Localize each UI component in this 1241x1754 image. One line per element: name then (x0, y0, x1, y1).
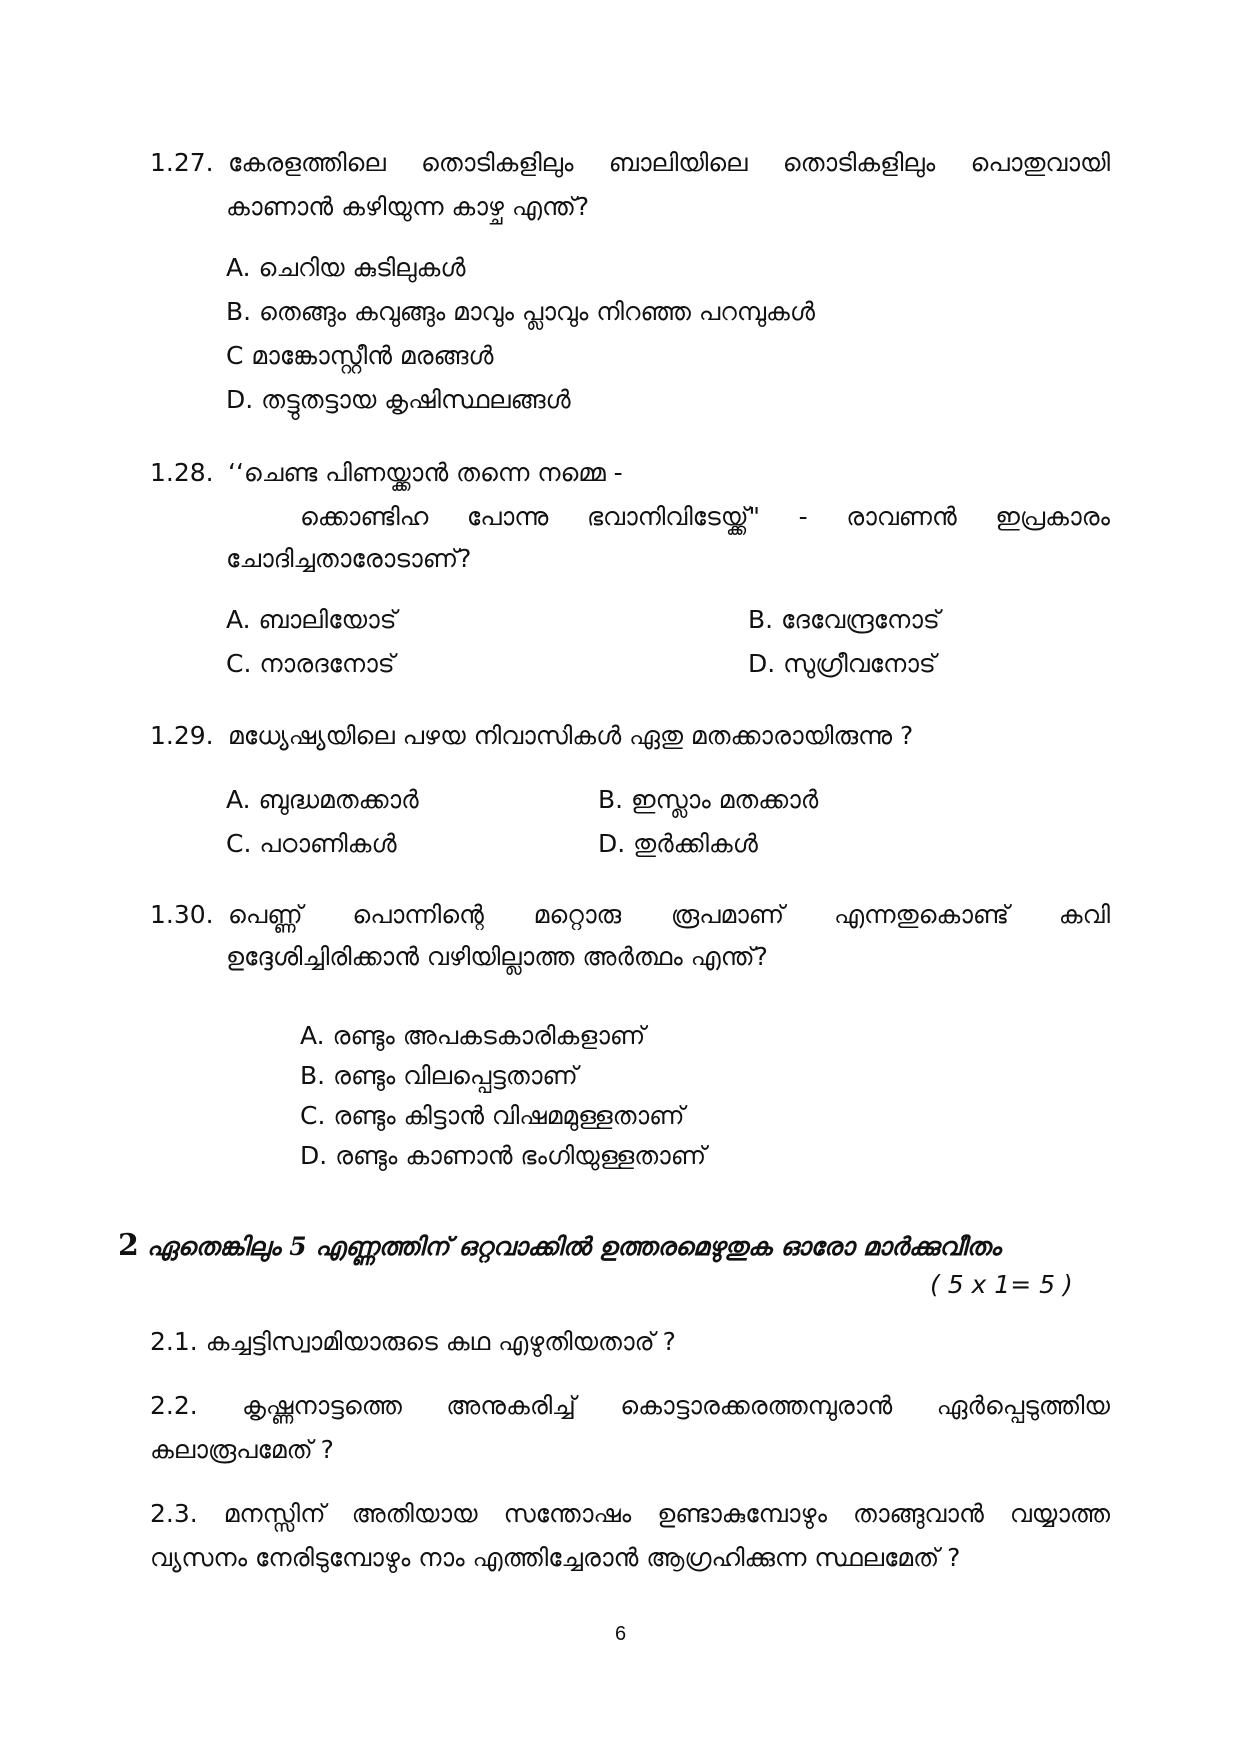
page-number: 6 (614, 1623, 627, 1645)
option-b: B. ദേവേന്ദ്രനോട് (748, 605, 940, 634)
option-b: B. തെങ്ങും കവുങ്ങും മാവും പ്ലാവും നിറഞ്ഞ പറമ്പുകൾ (226, 297, 815, 326)
option-a: A. രണ്ടും അപകടകാരികളാണ് (300, 1021, 646, 1050)
option-d: D. രണ്ടും കാണാൻ ഭംഗിയുള്ളതാണ് (300, 1141, 707, 1170)
question-text: പെണ്ണ് പൊന്നിന്റെ മറ്റൊരു രൂപമാണ് എന്നതുകൊണ്ട് കവി (228, 900, 1110, 929)
question-number: 1.29. (150, 721, 214, 750)
question-1-30-line2: ഉദ്ദേശിച്ചിരിക്കാൻ വഴിയില്ലാത്ത അർത്ഥം എന്ത്? (226, 942, 768, 971)
option-b: B. ഇസ്ലാം മതക്കാർ (598, 785, 819, 814)
option-d: D. തട്ടുതട്ടായ കൃഷിസ്ഥലങ്ങൾ (226, 385, 571, 414)
question-2-2-line1: 2.2. കൃഷ്ണനാട്ടത്തെ അനുകരിച്ച് കൊട്ടാരക്കരത്തമ്പുരാൻ ഏർപ്പെടുത്തിയ (150, 1391, 1110, 1420)
question-number: 1.28. (150, 458, 214, 487)
section-instruction: ഏതെങ്കിലും 5 എണ്ണത്തിന് ഒറ്റവാക്കിൽ ഉത്തരമെഴുതുക ഓരോ മാർക്കുവീതം (146, 1232, 1001, 1261)
question-text: കേരളത്തിലെ തൊടികളിലും ബാലിയിലെ തൊടികളിലും പൊതുവായി (228, 148, 1110, 177)
question-2-1: 2.1. കച്ചട്ടിസ്വാമിയാരുടെ കഥ എഴുതിയതാര് ? (150, 1327, 676, 1356)
question-1-28-line3: ചോദിച്ചതാരോടാണ്? (226, 544, 472, 573)
question-1-29 (150, 715, 1110, 757)
section-marks: ( 5 x 1= 5 ) (930, 1270, 1073, 1299)
option-d: D. തുർക്കികൾ (598, 829, 758, 858)
option-c: C മാങ്കോസ്റ്റീൻ മരങ്ങൾ (226, 341, 494, 370)
option-a: A. ബുദ്ധമതക്കാർ (226, 785, 419, 814)
option-c: C. നാരദനോട് (226, 649, 395, 678)
question-1-27-line2: കാണാൻ കഴിയുന്ന കാഴ്ച എന്ത്? (226, 192, 590, 221)
option-c: C. രണ്ടും കിട്ടാൻ വിഷമമുള്ളതാണ് (300, 1101, 685, 1130)
question-text: മധ്യേഷ്യയിലെ പഴയ നിവാസികൾ ഏതു മതക്കാരായിരുന്നു ? (228, 721, 914, 750)
option-a: A. ബാലിയോട് (226, 605, 397, 634)
option-b: B. രണ്ടും വിലപ്പെട്ടതാണ് (300, 1061, 578, 1090)
question-1-30-line1 (150, 894, 1110, 936)
option-a: A. ചെറിയ കുടിലുകൾ (226, 253, 466, 282)
question-number: 1.30. (150, 900, 214, 929)
option-c: C. പഠാണികൾ (226, 829, 397, 858)
section-2-heading (118, 1228, 1118, 1263)
question-2-3-line1: 2.3. മനസ്സിന് അതിയായ സന്തോഷം ഉണ്ടാകുമ്പോഴും താങ്ങുവാൻ വയ്യാത്ത (150, 1499, 1110, 1528)
question-2-3-line2: വ്യസനം നേരിടുമ്പോഴും നാം എത്തിച്ചേരാൻ ആഗ്രഹിക്കുന്ന സ്ഥലമേത് ? (150, 1543, 961, 1572)
section-number: 2 (118, 1228, 139, 1263)
question-1-28-line1 (150, 452, 1110, 494)
question-1-27-line1 (150, 142, 1110, 184)
question-1-28-line2: ക്കൊണ്ടിഹ പോന്നു ഭവാനിവിടേയ്ക്ക്" - രാവണൻ ഇപ്രകാരം (300, 502, 1110, 531)
question-text: ‘‘ചെണ്ട പിണയ്ക്കാൻ തന്നെ നമ്മെ - (228, 458, 623, 487)
question-2-2-line2: കലാരൂപമേത് ? (150, 1435, 334, 1464)
option-d: D. സുഗ്രീവനോട് (748, 649, 936, 678)
question-number: 1.27. (150, 148, 214, 177)
